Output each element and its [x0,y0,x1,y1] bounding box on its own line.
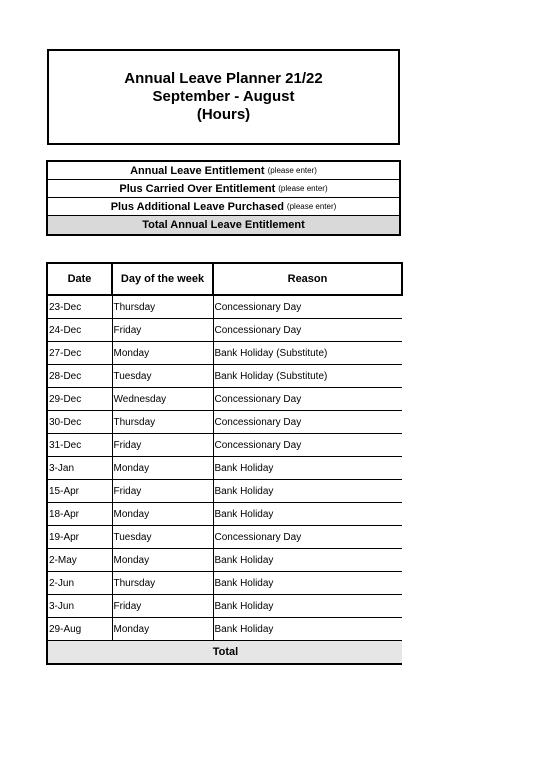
planner-units: (Hours) [196,106,251,123]
entitlement-hint: (please enter) [267,166,317,175]
reason-cell[interactable]: Bank Holiday [213,572,402,595]
reason-cell[interactable]: Bank Holiday [213,549,402,572]
date-cell[interactable]: 19-Apr [47,526,112,549]
day-cell[interactable]: Monday [112,549,213,572]
day-cell[interactable]: Tuesday [112,526,213,549]
day-cell[interactable]: Monday [112,342,213,365]
day-cell[interactable]: Thursday [112,572,213,595]
entitlement-hint: (please enter) [286,202,337,211]
table-row [47,595,402,618]
table-row [47,342,402,365]
reason-cell[interactable]: Bank Holiday (Substitute) [213,342,402,365]
day-cell[interactable]: Friday [112,434,213,457]
table-row [47,480,402,503]
date-cell[interactable]: 29-Aug [47,618,112,641]
day-cell[interactable]: Thursday [112,411,213,434]
entitlement-box [46,160,401,236]
date-cell[interactable]: 30-Dec [47,411,112,434]
date-cell[interactable]: 15-Apr [47,480,112,503]
carried-over-entitlement-row[interactable] [48,180,399,198]
reason-cell[interactable]: Bank Holiday [213,457,402,480]
header-reason: Reason [213,263,402,295]
date-cell[interactable]: 23-Dec [47,295,112,319]
planner-title: Annual Leave Planner 21/22 [124,70,323,87]
day-cell[interactable]: Thursday [112,295,213,319]
date-cell[interactable]: 29-Dec [47,388,112,411]
date-cell[interactable]: 2-May [47,549,112,572]
day-cell[interactable]: Friday [112,480,213,503]
table-row [47,526,402,549]
table-row [47,618,402,641]
table-header-row [47,263,402,295]
annual-leave-entitlement-row[interactable] [48,162,399,180]
table-row [47,572,402,595]
date-cell[interactable]: 28-Dec [47,365,112,388]
header-day-of-week: Day of the week [112,263,213,295]
entitlement-label: Annual Leave Entitlement [130,164,265,177]
additional-leave-purchased-row[interactable] [48,198,399,216]
reason-cell[interactable]: Bank Holiday (Substitute) [213,365,402,388]
day-cell[interactable]: Friday [112,595,213,618]
reason-cell[interactable]: Concessionary Day [213,319,402,342]
planner-title-box [47,49,400,145]
day-cell[interactable]: Friday [112,319,213,342]
day-cell[interactable]: Monday [112,618,213,641]
entitlement-label: Plus Carried Over Entitlement [119,182,276,195]
planner-period: September - August [152,88,295,105]
reason-cell[interactable]: Bank Holiday [213,595,402,618]
reason-cell[interactable]: Concessionary Day [213,411,402,434]
day-cell[interactable]: Tuesday [112,365,213,388]
day-cell[interactable]: Wednesday [112,388,213,411]
total-entitlement-row [48,216,399,234]
date-cell[interactable]: 24-Dec [47,319,112,342]
header-date: Date [47,263,112,295]
table-total-row [47,641,402,665]
table-row [47,319,402,342]
table-row [47,434,402,457]
table-row [47,457,402,480]
table-row [47,503,402,526]
date-cell[interactable]: 3-Jan [47,457,112,480]
table-row [47,365,402,388]
date-cell[interactable]: 2-Jun [47,572,112,595]
leave-table [46,262,403,665]
total-label: Total [47,641,402,665]
date-cell[interactable]: 27-Dec [47,342,112,365]
day-cell[interactable]: Monday [112,503,213,526]
table-row [47,295,402,319]
table-row [47,411,402,434]
reason-cell[interactable]: Concessionary Day [213,434,402,457]
date-cell[interactable]: 3-Jun [47,595,112,618]
table-row [47,388,402,411]
day-cell[interactable]: Monday [112,457,213,480]
reason-cell[interactable]: Bank Holiday [213,480,402,503]
reason-cell[interactable]: Bank Holiday [213,503,402,526]
date-cell[interactable]: 18-Apr [47,503,112,526]
date-cell[interactable]: 31-Dec [47,434,112,457]
entitlement-hint: (please enter) [278,184,328,193]
entitlement-label: Plus Additional Leave Purchased [110,200,284,213]
reason-cell[interactable]: Concessionary Day [213,388,402,411]
reason-cell[interactable]: Concessionary Day [213,526,402,549]
table-row [47,549,402,572]
reason-cell[interactable]: Bank Holiday [213,618,402,641]
total-entitlement-label: Total Annual Leave Entitlement [142,219,305,231]
reason-cell[interactable]: Concessionary Day [213,295,402,319]
